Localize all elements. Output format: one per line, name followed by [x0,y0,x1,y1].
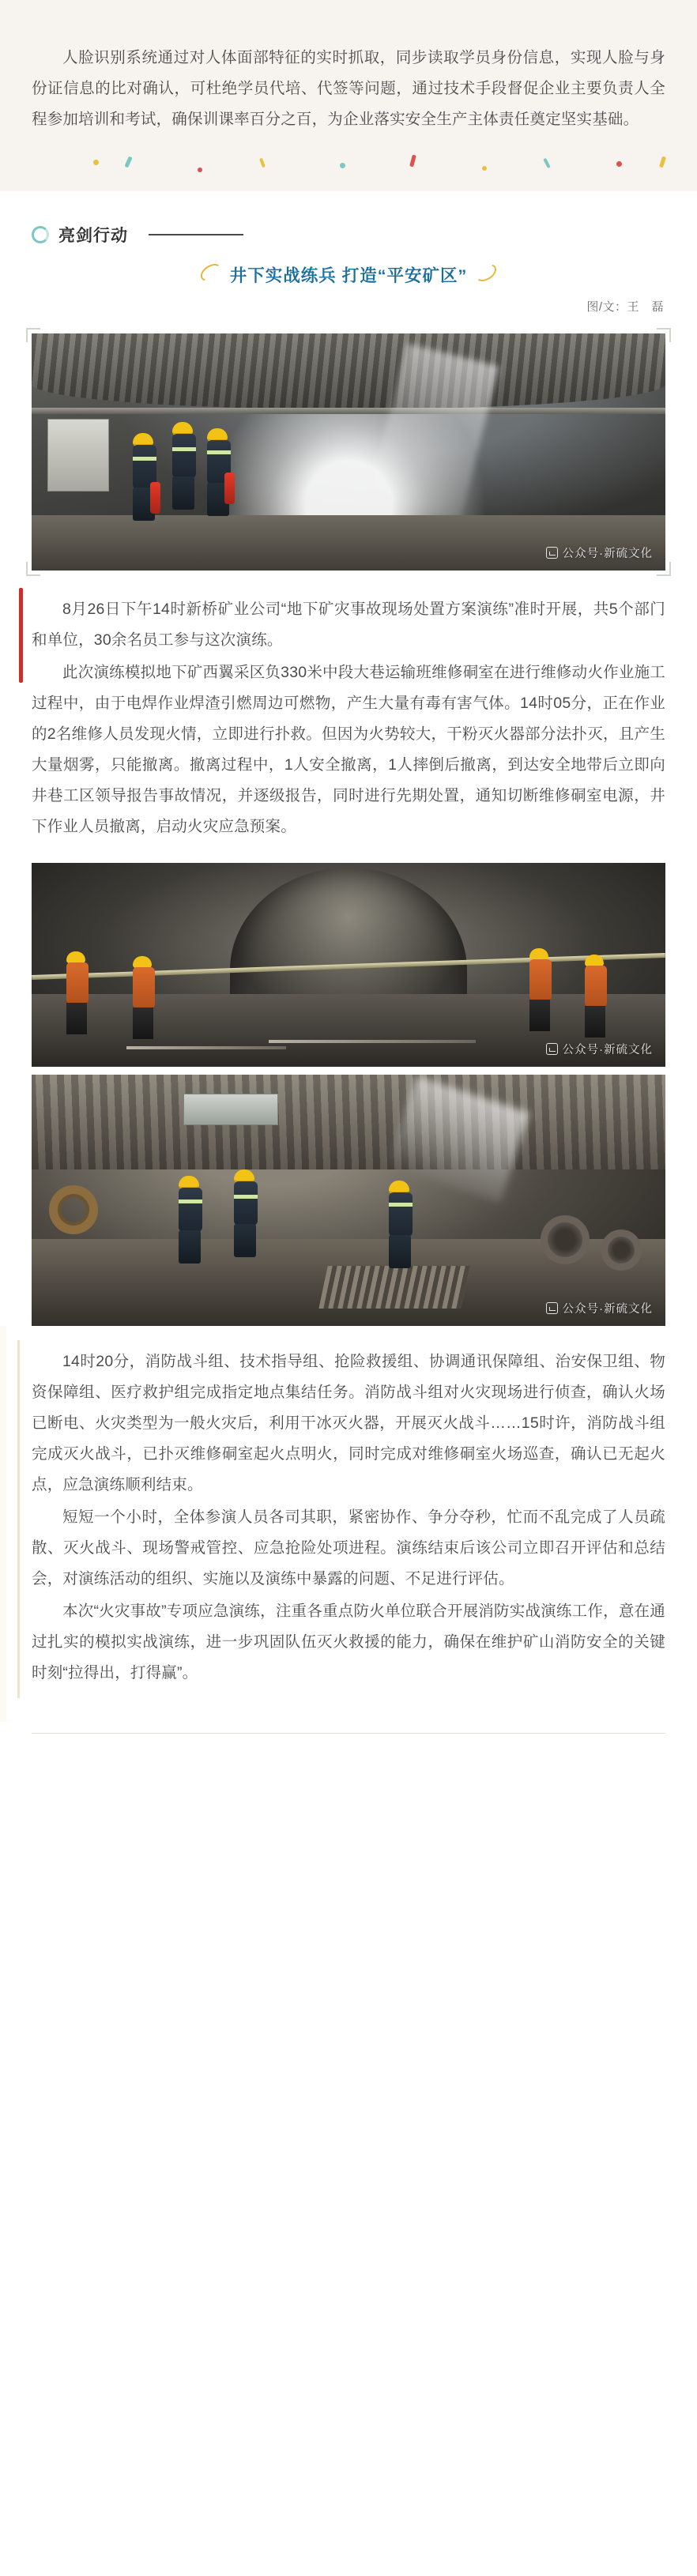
torso [179,1188,202,1232]
photo-watermark [546,1300,653,1316]
torso [234,1181,258,1226]
reflective-stripe [207,450,231,454]
check-badge-icon [546,547,558,559]
fire-extinguisher [224,473,235,504]
watermark-text: 公众号·新硫文化 [562,548,653,560]
byline: 图/文：王 磊 [586,300,664,314]
confetti-bar [409,155,416,168]
section-title: 亮剑行动 [58,227,128,245]
confetti-bar [659,156,666,168]
confetti-decoration [0,155,697,186]
tunnel-roof [32,333,665,409]
cable-coil [49,1185,98,1234]
closing-paragraph: 14时20分，消防战斗组、技术指导组、抢险救援组、协调通讯保障组、治安保卫组、物资保障组、医疗救护组完成指定地点集结任务。消防战斗组对火灾现场进行侦查，确认火场已断电、火灾类型为一般火灾后，利用干冰灭火器，开展灭火战斗……15时许，消防战斗组完成灭火战斗，已扑灭维修硐室起火点明火，同时完成对维修硐室火场巡查，确认已无起火点，应急演练顺利结束。 [32,1353,665,1493]
worker [133,956,155,1039]
legs [585,1006,605,1038]
subtitle-text: 井下实战练兵 打造“平安矿区” [229,266,468,285]
fire-extinguisher [150,482,160,514]
photo-frame-1 [32,333,665,571]
photo-watermark [546,544,653,561]
photo-frame-3 [32,1075,665,1326]
section-header [0,191,697,251]
tunnel-roof [32,1075,665,1169]
reflective-stripe [179,1199,202,1203]
article-subtitle [203,262,494,287]
torso [585,966,607,1007]
header-divider [149,234,243,235]
legs [529,1000,550,1031]
worker [529,948,552,1031]
reflective-stripe [133,457,156,461]
check-badge-icon [546,1043,558,1055]
firefighter [389,1181,413,1268]
torso [66,962,89,1004]
swoosh-right-icon [472,262,499,284]
footer-decoration [0,1722,697,1750]
body-paragraph: 此次演练模拟地下矿西翼采区负330米中段大巷运输班维修硐室在进行维修动火作业施工过程中，由于电焊作业焊渣引燃周边可燃物，产生大量有毒有害气体。14时05分，正在作业的2名维修人员发现火情，立即进行扑救。但因为火势较大，干粉灭火器部分法扑灭，且产生大量烟雾，只能撤离。撤离过程中，1人安全撤离，1人摔倒后撤离，到达安全地带后立即向井巷工区领导报告事故情况，并逐级报告，同时进行先期处置，通知切断维修硐室电源，井下作业人员撤离，启动火灾应急预案。 [32,664,665,835]
check-badge-icon [546,1302,558,1314]
closing-paragraph: 短短一个小时，全体参演人员各司其职，紧密协作、争分夺秒，忙而不乱完成了人员疏散、灭火战斗、现场警戒管控、应急抢险处项进程。演练结束后该公司立即召开评估和总结会，对演练活动的组织、实施以及演练中暴露的问题、不足进行评估。 [32,1508,665,1587]
helmet [66,951,85,963]
closing-section [0,1326,697,1722]
ring-icon [32,226,49,243]
confetti-dot [482,166,487,171]
legs [133,1007,153,1039]
ceiling-pipe [32,408,665,414]
drill-smoke-photo [32,333,665,571]
body-paragraph: 8月26日下午14时新桥矿业公司“地下矿灾事故现场处置方案演练”准时开展，共5个部门和单位，30余名员工参与这次演练。 [32,601,665,649]
confetti-bar [259,158,266,168]
accent-bar [19,588,23,683]
tunnel-floor [32,515,665,571]
reflective-stripe [234,1195,258,1199]
firefighter [172,422,196,510]
rail-line [269,1040,476,1043]
helmet [585,955,604,966]
pump-room-photo [32,1075,665,1326]
firefighter [179,1176,202,1264]
torso [172,434,196,478]
confetti-bar [543,158,551,168]
machine-wheel [601,1230,642,1271]
confetti-dot [198,168,202,172]
subtitle-wrap [0,251,697,290]
watermark-text: 公众号·新硫文化 [562,1303,653,1316]
tunnel-inspection-photo [32,863,665,1067]
legs [234,1224,256,1257]
confetti-dot [93,160,99,165]
legs [172,476,194,510]
legs [179,1230,201,1264]
worker [66,951,89,1034]
torso [529,959,552,1000]
reflective-stripe [172,447,196,451]
legs [389,1235,411,1268]
footer-divider [32,1733,665,1734]
floor-grate [318,1266,469,1309]
photo-frame-2 [32,863,665,1067]
rail-line [126,1046,286,1049]
swoosh-left-icon [198,262,225,284]
wall-panel [183,1094,278,1125]
helmet [529,948,548,960]
confetti-dot [340,163,345,168]
machine-wheel [541,1215,590,1264]
torso [133,967,155,1008]
body-section [0,571,697,849]
confetti-dot [616,161,622,167]
photo-watermark [546,1041,653,1057]
watermark-text: 公众号·新硫文化 [562,1044,653,1056]
firefighter [234,1169,258,1257]
confetti-bar [124,156,132,168]
reflective-stripe [389,1203,413,1207]
helmet [133,956,152,968]
equipment-cabinet [47,419,109,491]
closing-paragraph: 本次“火灾事故”专项应急演练，注重各重点防火单位联合开展消防实战演练工作，意在通过扎实的模拟实战演练，进一步巩固队伍灭火救援的能力，确保在维护矿山消防安全的关键时刻“拉得出，打得赢”。 [32,1602,665,1682]
intro-paragraph: 人脸识别系统通过对人体面部特征的实时抓取，同步读取学员身份信息，实现人脸与身份证信息的比对确认，可杜绝学员代培、代签等问题，通过技术手段督促企业主要负责人全程参加培训和考试，确保训课率百分之百，为企业落实安全生产主体责任奠定坚实基础。 [32,48,665,128]
worker [585,955,607,1038]
torso [389,1192,413,1237]
intro-section [0,0,697,191]
legs [66,1003,87,1034]
